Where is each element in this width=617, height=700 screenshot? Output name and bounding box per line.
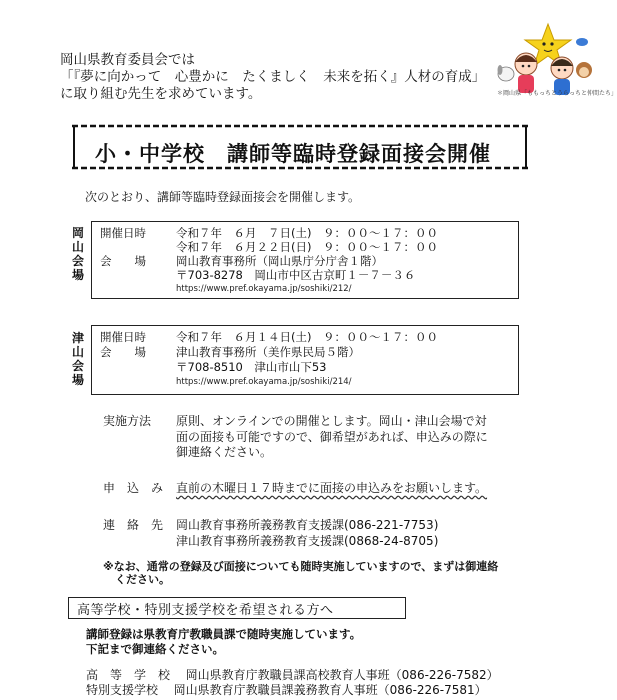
intro-line: 岡山県教育委員会では bbox=[60, 52, 195, 68]
date-label: 開催日時 bbox=[100, 330, 146, 344]
place-address: 〒703-8278 岡山市中区古京町１－７－３６ bbox=[176, 268, 416, 282]
contact-row-value: 岡山県教育庁教職員課義務教育人事班（086-226-7581） bbox=[173, 683, 487, 697]
section-title: 高等学校・特別支援学校を希望される方へ bbox=[77, 603, 334, 618]
date-line: 令和７年 ６月２２日(日) ９：００～１７：００ bbox=[176, 240, 438, 254]
venue-label-tsuyama: 津 山 会 場 bbox=[71, 331, 84, 387]
intro-line: 「『夢に向かって 心豊かに たくましく 未来を拓く』人材の育成」 bbox=[60, 69, 486, 85]
place-name: 津山教育事務所（美作県民局５階） bbox=[176, 345, 360, 359]
mascot-caption: ＊岡山県「ももっちとうらっちと仲間たち」 bbox=[497, 90, 617, 97]
contact-row bbox=[86, 668, 499, 684]
method-label: 実施方法 bbox=[103, 414, 152, 428]
contact-row-label: 高 等 学 校 bbox=[86, 668, 171, 682]
apply-text: 直前の木曜日１７時までに面接の申込みをお願いします。 bbox=[176, 481, 488, 495]
contact-text: 岡山教育事務所義務教育支援課(086-221-7753) 津山教育事務所義務教育支援課(0868-24-8705) bbox=[176, 518, 439, 548]
contact-label: 連 絡 先 bbox=[103, 518, 164, 532]
contact-row bbox=[86, 683, 487, 699]
bird-mascot bbox=[576, 38, 588, 46]
date-line: 令和７年 ６月１４日(土) ９：００～１７：００ bbox=[176, 330, 438, 344]
note-text: ※なお、通常の登録及び面接についても随時実施していますので、まずは御連絡 ください。 bbox=[103, 560, 499, 586]
venue-label-okayama: 岡 山 会 場 bbox=[71, 226, 84, 282]
venue-url-link[interactable]: https://www.pref.okayama.jp/soshiki/212/ bbox=[176, 284, 352, 294]
venue-url-link[interactable]: https://www.pref.okayama.jp/soshiki/214/ bbox=[176, 377, 352, 387]
place-label: 会 場 bbox=[100, 254, 146, 268]
contact-row-value: 岡山県教育庁教職員課高校教育人事班（086-226-7582） bbox=[185, 668, 499, 682]
page-title: 小・中学校 講師等臨時登録面接会開催 bbox=[95, 142, 491, 166]
place-address: 〒708-8510 津山市山下53 bbox=[176, 360, 327, 374]
method-text: 原則、オンラインでの開催とします。岡山・津山会場で対 面の面接も可能ですので、御希望があれば、申込みの際に 御連絡ください。 bbox=[176, 414, 488, 459]
place-label: 会 場 bbox=[100, 345, 146, 359]
date-line: 令和７年 ６月 ７日(土) ９：００～１７：００ bbox=[176, 226, 438, 240]
apply-label: 申 込 み bbox=[103, 481, 164, 495]
date-label: 開催日時 bbox=[100, 226, 146, 240]
intro-text bbox=[60, 52, 485, 103]
place-name: 岡山教育事務所（岡山県庁分庁舎１階） bbox=[176, 254, 383, 268]
lead-text: 次のとおり、講師等臨時登録面接会を開催します。 bbox=[85, 190, 361, 204]
registration-note: 講師登録は県教育庁教職員課で随時実施しています。 下記まで御連絡ください。 bbox=[86, 627, 362, 656]
intro-line: に取り組む先生を求めています。 bbox=[60, 86, 262, 102]
contact-row-label: 特別支援学校 bbox=[86, 683, 159, 697]
